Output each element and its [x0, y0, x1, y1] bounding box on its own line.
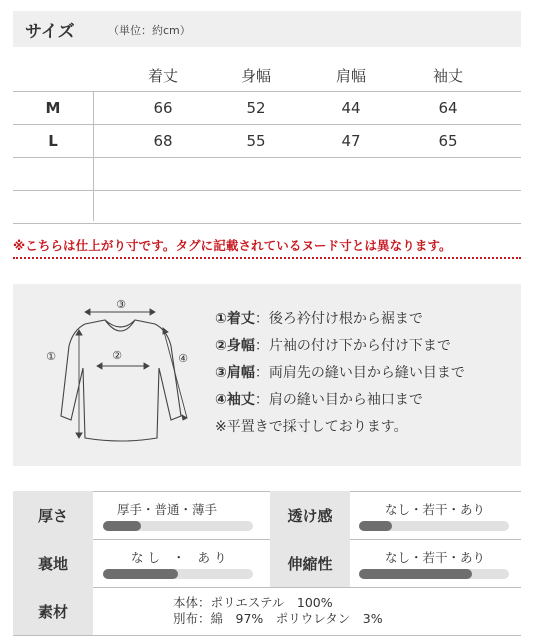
sheer-meter: [359, 521, 509, 531]
sheer-label: 透け感: [270, 491, 350, 539]
marker-3: ③: [116, 298, 126, 311]
table-cell: 55: [246, 132, 266, 150]
table-cell: 52: [246, 99, 266, 117]
table-cell: 64: [438, 99, 458, 117]
item-number: ②: [215, 338, 227, 354]
item-name: 袖丈: [226, 392, 255, 408]
table-cell: 68: [153, 132, 173, 150]
material-line-2: 別布：綿 97% ポリウレタン 3%: [173, 611, 383, 626]
material-line-1: 本体：ポリエステル 100%: [173, 595, 333, 610]
table-cell: 44: [341, 99, 361, 117]
marker-4: ④: [178, 352, 188, 365]
table-cell: 66: [153, 99, 173, 117]
item-name: 身幅: [226, 338, 255, 354]
size-title: サイズ: [25, 22, 75, 42]
item-name: 着丈: [226, 311, 255, 327]
item-number: ④: [215, 392, 227, 408]
sheer-meter-fill: [359, 521, 392, 531]
measure-footnote: ※平置きで採寸しております。: [215, 419, 408, 435]
column-header: 身幅: [240, 67, 271, 85]
size-header: [13, 11, 521, 47]
size-unit: （単位：約cm）: [108, 24, 191, 37]
note-dotted-divider: [13, 257, 521, 259]
size-table-header-row: [13, 60, 521, 92]
table-cell: 65: [438, 132, 458, 150]
thickness-label: 厚さ: [13, 491, 93, 539]
garment-diagram: [31, 298, 191, 458]
item-desc: ：片袖の付け下から付け下まで: [254, 338, 451, 354]
divider: [13, 635, 521, 636]
table-cell: 47: [341, 132, 361, 150]
item-desc: ：両肩先の縫い目から縫い目まで: [254, 365, 465, 381]
item-desc: ：後ろ衿付け根から裾まで: [254, 311, 423, 327]
stretch-label: 伸縮性: [270, 539, 350, 587]
thickness-options: 厚手・普通・薄手: [117, 502, 218, 517]
measurement-list: [215, 306, 465, 441]
list-item: [215, 360, 465, 387]
lining-meter: [103, 569, 253, 579]
item-number: ①: [215, 311, 227, 327]
table-row: [13, 158, 521, 191]
table-row: [13, 125, 521, 158]
attribute-table: [13, 491, 521, 636]
list-item: [215, 387, 465, 414]
column-header: 肩幅: [335, 67, 366, 85]
table-divider: [93, 92, 94, 221]
stretch-options: なし・若干・あり: [385, 550, 486, 565]
list-item: [215, 306, 465, 333]
lining-options: な し ・ あ り: [131, 550, 227, 565]
thickness-meter: [103, 521, 253, 531]
thickness-meter-fill: [103, 521, 141, 531]
size-label: M: [45, 99, 61, 117]
size-table: [13, 60, 521, 224]
marker-1: ①: [46, 350, 56, 363]
item-name: 肩幅: [226, 365, 255, 381]
list-item: [215, 333, 465, 360]
measurement-guide: [13, 284, 521, 466]
sheer-options: なし・若干・あり: [385, 502, 486, 517]
lining-meter-fill: [103, 569, 178, 579]
stretch-meter: [359, 569, 509, 579]
table-row: [13, 191, 521, 224]
size-note: ※こちらは仕上がり寸です。タグに記載されているヌード寸とは異なります。: [13, 238, 452, 253]
size-label: L: [48, 132, 58, 150]
table-row: [13, 92, 521, 125]
item-number: ③: [215, 365, 227, 381]
marker-2: ②: [112, 349, 122, 362]
item-desc: ：肩の縫い目から袖口まで: [254, 392, 423, 408]
stretch-meter-fill: [359, 569, 472, 579]
lining-label: 裏地: [13, 539, 93, 587]
column-header: 着丈: [147, 67, 178, 85]
column-header: 袖丈: [432, 67, 463, 85]
material-label: 素材: [13, 587, 93, 635]
